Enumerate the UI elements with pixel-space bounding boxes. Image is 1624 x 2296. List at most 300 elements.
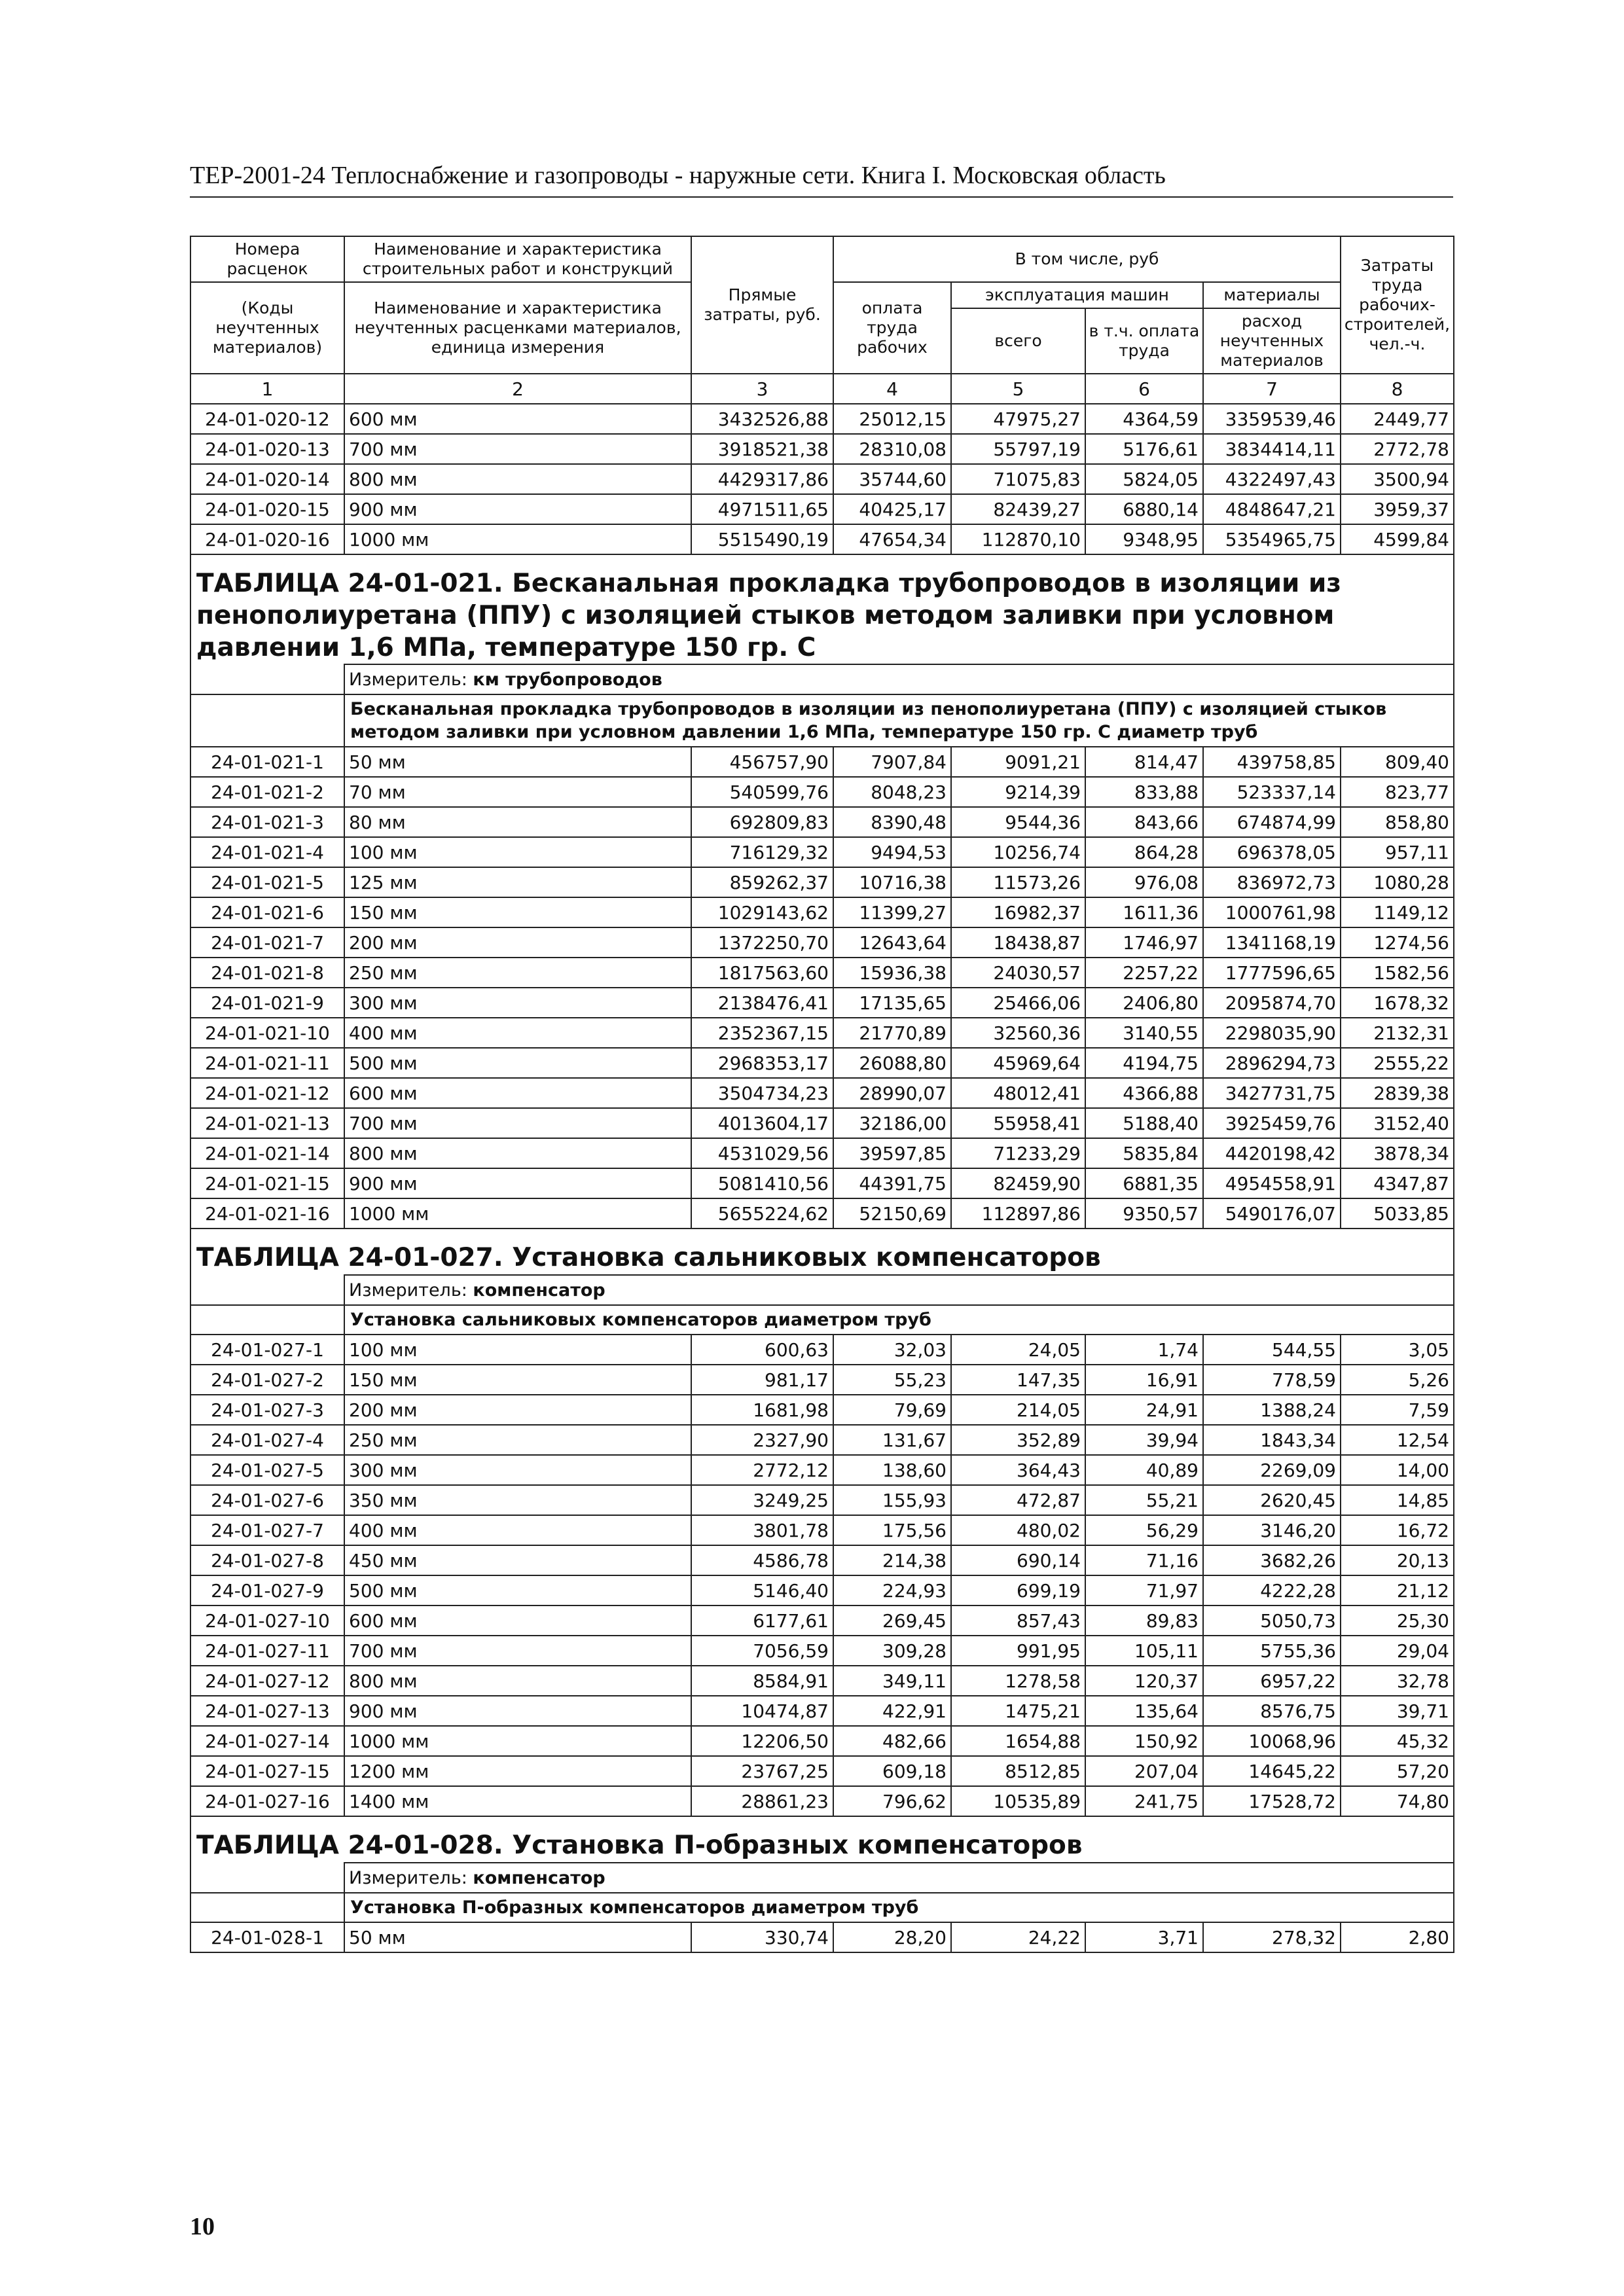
table-row <box>190 1636 1454 1666</box>
labor-hours: 2839,38 <box>1341 1078 1454 1108</box>
direct-costs: 3504734,23 <box>691 1078 833 1108</box>
diameter: 400 мм <box>344 1515 691 1545</box>
column-number: 4 <box>833 374 951 404</box>
materials: 3925459,76 <box>1203 1108 1341 1138</box>
diameter: 450 мм <box>344 1545 691 1575</box>
machines-labor: 6881,35 <box>1085 1168 1203 1198</box>
machines-total: 82439,27 <box>951 494 1085 524</box>
direct-costs: 10474,87 <box>691 1696 833 1726</box>
materials: 1341168,19 <box>1203 927 1341 958</box>
materials: 523337,14 <box>1203 777 1341 807</box>
header-machines-labor: в т.ч. оплата труда <box>1085 308 1203 374</box>
labor-pay: 482,66 <box>833 1726 951 1756</box>
labor-pay: 17135,65 <box>833 988 951 1018</box>
rate-code: 24-01-027-15 <box>190 1756 344 1786</box>
labor-hours: 4347,87 <box>1341 1168 1454 1198</box>
machines-labor: 3,71 <box>1085 1922 1203 1952</box>
direct-costs: 2772,12 <box>691 1455 833 1485</box>
table-row <box>190 1696 1454 1726</box>
machines-labor: 5835,84 <box>1085 1138 1203 1168</box>
table-row <box>190 837 1454 867</box>
labor-pay: 609,18 <box>833 1756 951 1786</box>
materials: 4848647,21 <box>1203 494 1341 524</box>
labor-pay: 28,20 <box>833 1922 951 1952</box>
labor-pay: 32,03 <box>833 1335 951 1365</box>
labor-hours: 7,59 <box>1341 1395 1454 1425</box>
direct-costs: 1681,98 <box>691 1395 833 1425</box>
table-row <box>190 1108 1454 1138</box>
materials: 439758,85 <box>1203 747 1341 777</box>
labor-pay: 131,67 <box>833 1425 951 1455</box>
meter-value: компенсатор <box>473 1280 605 1300</box>
column-number: 1 <box>190 374 344 404</box>
materials: 8576,75 <box>1203 1696 1341 1726</box>
rate-code: 24-01-027-3 <box>190 1395 344 1425</box>
machines-labor: 55,21 <box>1085 1485 1203 1515</box>
machines-total: 24030,57 <box>951 958 1085 988</box>
machines-total: 48012,41 <box>951 1078 1085 1108</box>
diameter: 100 мм <box>344 1335 691 1365</box>
labor-hours: 1274,56 <box>1341 927 1454 958</box>
labor-hours: 14,85 <box>1341 1485 1454 1515</box>
table-row <box>190 1395 1454 1425</box>
machines-total: 82459,90 <box>951 1168 1085 1198</box>
table-row <box>190 777 1454 807</box>
column-number: 6 <box>1085 374 1203 404</box>
rate-code: 24-01-021-15 <box>190 1168 344 1198</box>
rate-code: 24-01-027-4 <box>190 1425 344 1455</box>
table-row <box>190 1018 1454 1048</box>
rate-code: 24-01-021-7 <box>190 927 344 958</box>
table-021-title-cell <box>190 554 1454 664</box>
labor-hours: 29,04 <box>1341 1636 1454 1666</box>
header-labor-cost: Затраты труда рабочих-строителей, чел.-ч. <box>1341 236 1454 374</box>
diameter: 700 мм <box>344 1636 691 1666</box>
machines-labor: 5176,61 <box>1085 434 1203 464</box>
table-row <box>190 1515 1454 1545</box>
labor-hours: 14,00 <box>1341 1455 1454 1485</box>
rate-code: 24-01-020-13 <box>190 434 344 464</box>
diameter: 50 мм <box>344 1922 691 1952</box>
machines-labor: 207,04 <box>1085 1756 1203 1786</box>
rate-code: 24-01-021-5 <box>190 867 344 897</box>
materials: 2896294,73 <box>1203 1048 1341 1078</box>
table-row <box>190 494 1454 524</box>
materials: 14645,22 <box>1203 1756 1341 1786</box>
labor-pay: 47654,34 <box>833 524 951 554</box>
machines-labor: 105,11 <box>1085 1636 1203 1666</box>
header-code-top: Номера расценок <box>190 236 344 282</box>
labor-pay: 15936,38 <box>833 958 951 988</box>
machines-labor: 9348,95 <box>1085 524 1203 554</box>
labor-pay: 21770,89 <box>833 1018 951 1048</box>
machines-total: 472,87 <box>951 1485 1085 1515</box>
labor-hours: 21,12 <box>1341 1575 1454 1605</box>
diameter: 80 мм <box>344 807 691 837</box>
machines-total: 9091,21 <box>951 747 1085 777</box>
machines-total: 1475,21 <box>951 1696 1085 1726</box>
rate-code: 24-01-027-12 <box>190 1666 344 1696</box>
table-021-group-title: Бесканальная прокладка трубопроводов в изоляции из пенополиуретана (ППУ) с изоляцией стыков методом заливки при условном давлении 1,6 МПа, температуре 150 гр. С диаметр труб <box>344 694 1454 747</box>
table-row <box>190 1365 1454 1395</box>
diameter: 900 мм <box>344 494 691 524</box>
header-name-top: Наименование и характеристика строительных работ и конструкций <box>344 236 691 282</box>
rate-code: 24-01-027-8 <box>190 1545 344 1575</box>
table-row <box>190 807 1454 837</box>
diameter: 600 мм <box>344 404 691 434</box>
header-materials-sub: расход неучтенных материалов <box>1203 308 1341 374</box>
direct-costs: 2138476,41 <box>691 988 833 1018</box>
direct-costs: 5146,40 <box>691 1575 833 1605</box>
rate-code: 24-01-021-16 <box>190 1198 344 1229</box>
rate-code: 24-01-021-2 <box>190 777 344 807</box>
labor-pay: 309,28 <box>833 1636 951 1666</box>
rate-code: 24-01-021-9 <box>190 988 344 1018</box>
machines-labor: 5824,05 <box>1085 464 1203 494</box>
table-028-rows <box>190 1922 1454 1952</box>
table-row <box>190 1756 1454 1786</box>
table-row <box>190 1335 1454 1365</box>
direct-costs: 6177,61 <box>691 1605 833 1636</box>
table-row <box>190 1922 1454 1952</box>
materials: 4954558,91 <box>1203 1168 1341 1198</box>
machines-total: 352,89 <box>951 1425 1085 1455</box>
column-number: 5 <box>951 374 1085 404</box>
labor-hours: 5,26 <box>1341 1365 1454 1395</box>
rate-code: 24-01-027-5 <box>190 1455 344 1485</box>
table-028-group-title: Установка П-образных компенсаторов диаметром труб <box>344 1893 1454 1922</box>
column-number: 2 <box>344 374 691 404</box>
machines-total: 47975,27 <box>951 404 1085 434</box>
machines-total: 690,14 <box>951 1545 1085 1575</box>
labor-pay: 28990,07 <box>833 1078 951 1108</box>
diameter: 900 мм <box>344 1168 691 1198</box>
materials: 5490176,07 <box>1203 1198 1341 1229</box>
diameter: 300 мм <box>344 1455 691 1485</box>
direct-costs: 3249,25 <box>691 1485 833 1515</box>
labor-pay: 8390,48 <box>833 807 951 837</box>
diameter: 600 мм <box>344 1605 691 1636</box>
diameter: 150 мм <box>344 897 691 927</box>
rate-code: 24-01-020-16 <box>190 524 344 554</box>
table-row <box>190 434 1454 464</box>
column-number: 7 <box>1203 374 1341 404</box>
direct-costs: 1817563,60 <box>691 958 833 988</box>
materials: 3427731,75 <box>1203 1078 1341 1108</box>
materials: 5354965,75 <box>1203 524 1341 554</box>
labor-pay: 35744,60 <box>833 464 951 494</box>
diameter: 800 мм <box>344 464 691 494</box>
labor-hours: 1080,28 <box>1341 867 1454 897</box>
rate-code: 24-01-021-1 <box>190 747 344 777</box>
rate-code: 24-01-021-10 <box>190 1018 344 1048</box>
page-number: 10 <box>190 2213 215 2240</box>
machines-total: 112870,10 <box>951 524 1085 554</box>
materials: 696378,05 <box>1203 837 1341 867</box>
labor-pay: 55,23 <box>833 1365 951 1395</box>
direct-costs: 600,63 <box>691 1335 833 1365</box>
direct-costs: 3801,78 <box>691 1515 833 1545</box>
direct-costs: 12206,50 <box>691 1726 833 1756</box>
table-row <box>190 1545 1454 1575</box>
direct-costs: 7056,59 <box>691 1636 833 1666</box>
labor-pay: 138,60 <box>833 1455 951 1485</box>
direct-costs: 8584,91 <box>691 1666 833 1696</box>
materials: 6957,22 <box>1203 1666 1341 1696</box>
table-row <box>190 1078 1454 1108</box>
machines-labor: 843,66 <box>1085 807 1203 837</box>
labor-hours: 823,77 <box>1341 777 1454 807</box>
labor-pay: 8048,23 <box>833 777 951 807</box>
labor-hours: 16,72 <box>1341 1515 1454 1545</box>
rate-code: 24-01-027-11 <box>190 1636 344 1666</box>
materials: 836972,73 <box>1203 867 1341 897</box>
labor-hours: 20,13 <box>1341 1545 1454 1575</box>
table-row <box>190 1726 1454 1756</box>
labor-hours: 3959,37 <box>1341 494 1454 524</box>
direct-costs: 692809,83 <box>691 807 833 837</box>
rate-code: 24-01-020-12 <box>190 404 344 434</box>
labor-hours: 3500,94 <box>1341 464 1454 494</box>
running-header: ТЕР-2001-24 Теплоснабжение и газопроводы - наружные сети. Книга I. Московская область <box>190 161 1453 198</box>
diameter: 800 мм <box>344 1138 691 1168</box>
table-row <box>190 958 1454 988</box>
table-row <box>190 1425 1454 1455</box>
machines-labor: 3140,55 <box>1085 1018 1203 1048</box>
labor-pay: 214,38 <box>833 1545 951 1575</box>
direct-costs: 23767,25 <box>691 1756 833 1786</box>
rate-code: 24-01-021-12 <box>190 1078 344 1108</box>
machines-labor: 864,28 <box>1085 837 1203 867</box>
header-machines-total: всего <box>951 308 1085 374</box>
machines-total: 857,43 <box>951 1605 1085 1636</box>
table-027-title: ТАБЛИЦА 24-01-027. Установка сальниковых компенсаторов <box>196 1243 1101 1273</box>
table-027-title-cell <box>190 1229 1454 1275</box>
machines-labor: 976,08 <box>1085 867 1203 897</box>
machines-total: 32560,36 <box>951 1018 1085 1048</box>
header-including: В том числе, руб <box>833 236 1341 282</box>
machines-total: 10535,89 <box>951 1786 1085 1816</box>
materials: 10068,96 <box>1203 1726 1341 1756</box>
direct-costs: 4531029,56 <box>691 1138 833 1168</box>
column-number: 8 <box>1341 374 1454 404</box>
labor-hours: 1678,32 <box>1341 988 1454 1018</box>
machines-labor: 833,88 <box>1085 777 1203 807</box>
diameter: 800 мм <box>344 1666 691 1696</box>
machines-labor: 6880,14 <box>1085 494 1203 524</box>
table-027-group-title: Установка сальниковых компенсаторов диаметром труб <box>344 1305 1454 1335</box>
machines-labor: 40,89 <box>1085 1455 1203 1485</box>
machines-labor: 4364,59 <box>1085 404 1203 434</box>
table-028-meter <box>344 1863 1454 1893</box>
machines-labor: 4194,75 <box>1085 1048 1203 1078</box>
meter-value: компенсатор <box>473 1867 605 1888</box>
table-row <box>190 1605 1454 1636</box>
machines-labor: 2406,80 <box>1085 988 1203 1018</box>
table-028-title: ТАБЛИЦА 24-01-028. Установка П-образных компенсаторов <box>196 1831 1083 1861</box>
labor-hours: 4599,84 <box>1341 524 1454 554</box>
labor-hours: 2555,22 <box>1341 1048 1454 1078</box>
direct-costs: 1029143,62 <box>691 897 833 927</box>
diameter: 250 мм <box>344 1425 691 1455</box>
table-row <box>190 1048 1454 1078</box>
materials: 4222,28 <box>1203 1575 1341 1605</box>
meter-label: Измеритель: <box>349 1867 467 1888</box>
diameter: 300 мм <box>344 988 691 1018</box>
labor-hours: 957,11 <box>1341 837 1454 867</box>
table-row <box>190 1666 1454 1696</box>
machines-total: 18438,87 <box>951 927 1085 958</box>
labor-pay: 9494,53 <box>833 837 951 867</box>
machines-total: 9544,36 <box>951 807 1085 837</box>
labor-hours: 3152,40 <box>1341 1108 1454 1138</box>
direct-costs: 4429317,86 <box>691 464 833 494</box>
diameter: 1000 мм <box>344 1726 691 1756</box>
materials: 3359539,46 <box>1203 404 1341 434</box>
labor-hours: 5033,85 <box>1341 1198 1454 1229</box>
header-direct-costs: Прямые затраты, руб. <box>691 236 833 374</box>
header-materials: материалы <box>1203 282 1341 308</box>
direct-costs: 4013604,17 <box>691 1108 833 1138</box>
labor-hours: 809,40 <box>1341 747 1454 777</box>
machines-labor: 1,74 <box>1085 1335 1203 1365</box>
machines-total: 364,43 <box>951 1455 1085 1485</box>
rate-code: 24-01-027-16 <box>190 1786 344 1816</box>
rate-code: 24-01-027-6 <box>190 1485 344 1515</box>
rate-code: 24-01-021-3 <box>190 807 344 837</box>
machines-total: 699,19 <box>951 1575 1085 1605</box>
materials: 3146,20 <box>1203 1515 1341 1545</box>
diameter: 350 мм <box>344 1485 691 1515</box>
machines-labor: 135,64 <box>1085 1696 1203 1726</box>
materials: 17528,72 <box>1203 1786 1341 1816</box>
machines-labor: 2257,22 <box>1085 958 1203 988</box>
table-021-meter <box>344 664 1454 694</box>
table-028-title-cell <box>190 1816 1454 1863</box>
machines-total: 45969,64 <box>951 1048 1085 1078</box>
header-labor-pay: оплата труда рабочих <box>833 282 951 374</box>
diameter: 700 мм <box>344 1108 691 1138</box>
table-row <box>190 897 1454 927</box>
machines-total: 25466,06 <box>951 988 1085 1018</box>
labor-hours: 2449,77 <box>1341 404 1454 434</box>
table-row <box>190 1198 1454 1229</box>
rate-code: 24-01-021-11 <box>190 1048 344 1078</box>
table-row <box>190 464 1454 494</box>
labor-pay: 32186,00 <box>833 1108 951 1138</box>
meter-label: Измеритель: <box>349 1280 467 1300</box>
labor-hours: 25,30 <box>1341 1605 1454 1636</box>
materials: 1388,24 <box>1203 1395 1341 1425</box>
labor-hours: 3878,34 <box>1341 1138 1454 1168</box>
labor-pay: 155,93 <box>833 1485 951 1515</box>
direct-costs: 1372250,70 <box>691 927 833 958</box>
labor-pay: 175,56 <box>833 1515 951 1545</box>
table-row <box>190 524 1454 554</box>
direct-costs: 859262,37 <box>691 867 833 897</box>
direct-costs: 456757,90 <box>691 747 833 777</box>
materials: 278,32 <box>1203 1922 1341 1952</box>
machines-labor: 814,47 <box>1085 747 1203 777</box>
direct-costs: 540599,76 <box>691 777 833 807</box>
machines-labor: 241,75 <box>1085 1786 1203 1816</box>
table-row <box>190 1168 1454 1198</box>
direct-costs: 3918521,38 <box>691 434 833 464</box>
materials: 5050,73 <box>1203 1605 1341 1636</box>
machines-total: 112897,86 <box>951 1198 1085 1229</box>
materials: 4322497,43 <box>1203 464 1341 494</box>
diameter: 500 мм <box>344 1575 691 1605</box>
labor-hours: 39,71 <box>1341 1696 1454 1726</box>
machines-total: 55797,19 <box>951 434 1085 464</box>
labor-hours: 858,80 <box>1341 807 1454 837</box>
labor-pay: 39597,85 <box>833 1138 951 1168</box>
machines-total: 1654,88 <box>951 1726 1085 1756</box>
rate-code: 24-01-027-1 <box>190 1335 344 1365</box>
rate-code: 24-01-027-13 <box>190 1696 344 1726</box>
meter-value: км трубопроводов <box>473 669 662 690</box>
direct-costs: 716129,32 <box>691 837 833 867</box>
table-row <box>190 1138 1454 1168</box>
materials: 4420198,42 <box>1203 1138 1341 1168</box>
table-row <box>190 1575 1454 1605</box>
labor-hours: 1149,12 <box>1341 897 1454 927</box>
machines-total: 16982,37 <box>951 897 1085 927</box>
labor-pay: 25012,15 <box>833 404 951 434</box>
table-row <box>190 1786 1454 1816</box>
machines-total: 214,05 <box>951 1395 1085 1425</box>
labor-hours: 2,80 <box>1341 1922 1454 1952</box>
column-number: 3 <box>691 374 833 404</box>
diameter: 100 мм <box>344 837 691 867</box>
direct-costs: 28861,23 <box>691 1786 833 1816</box>
materials: 778,59 <box>1203 1365 1341 1395</box>
labor-hours: 74,80 <box>1341 1786 1454 1816</box>
machines-labor: 71,97 <box>1085 1575 1203 1605</box>
labor-hours: 2132,31 <box>1341 1018 1454 1048</box>
labor-hours: 2772,78 <box>1341 434 1454 464</box>
machines-labor: 1611,36 <box>1085 897 1203 927</box>
labor-hours: 1582,56 <box>1341 958 1454 988</box>
labor-pay: 269,45 <box>833 1605 951 1636</box>
diameter: 125 мм <box>344 867 691 897</box>
diameter: 150 мм <box>344 1365 691 1395</box>
machines-total: 991,95 <box>951 1636 1085 1666</box>
diameter: 50 мм <box>344 747 691 777</box>
diameter: 250 мм <box>344 958 691 988</box>
labor-pay: 224,93 <box>833 1575 951 1605</box>
machines-total: 11573,26 <box>951 867 1085 897</box>
table-row <box>190 927 1454 958</box>
rate-code: 24-01-027-14 <box>190 1726 344 1756</box>
table-row <box>190 404 1454 434</box>
rate-code: 24-01-020-14 <box>190 464 344 494</box>
rate-code: 24-01-021-13 <box>190 1108 344 1138</box>
machines-labor: 1746,97 <box>1085 927 1203 958</box>
table-row <box>190 747 1454 777</box>
machines-labor: 16,91 <box>1085 1365 1203 1395</box>
labor-hours: 57,20 <box>1341 1756 1454 1786</box>
machines-labor: 9350,57 <box>1085 1198 1203 1229</box>
table-027-meter <box>344 1275 1454 1305</box>
direct-costs: 4971511,65 <box>691 494 833 524</box>
rate-code: 24-01-028-1 <box>190 1922 344 1952</box>
rate-code: 24-01-027-10 <box>190 1605 344 1636</box>
table-row <box>190 867 1454 897</box>
diameter: 600 мм <box>344 1078 691 1108</box>
machines-labor: 120,37 <box>1085 1666 1203 1696</box>
materials: 3682,26 <box>1203 1545 1341 1575</box>
